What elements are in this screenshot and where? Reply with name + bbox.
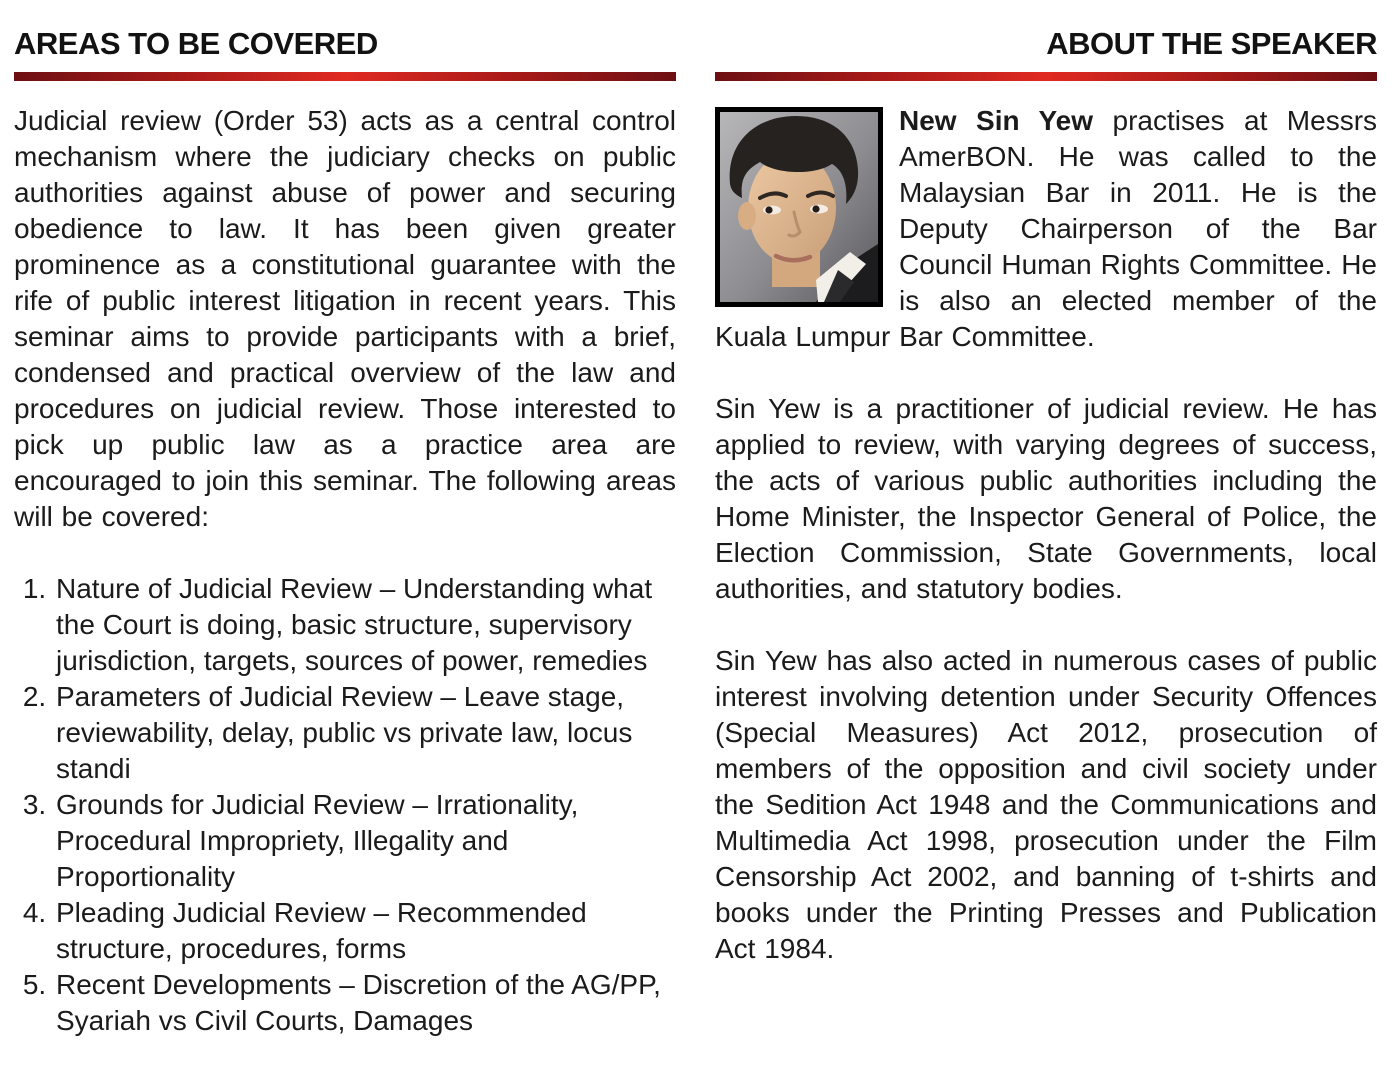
two-column-layout — [14, 26, 1376, 1039]
red-gradient-rule-left — [14, 72, 676, 81]
about-speaker-heading: ABOUT THE SPEAKER — [1046, 26, 1377, 61]
seminar-intro-paragraph: Judicial review (Order 53) acts as a central control mechanism where the judiciary checks on public authorities against abuse of power and securing obedience to law. It has been given greater prominence as a constitutional guarantee with the rife of public interest litigation in recent years. This seminar aims to provide participants with a brief, condensed and practical overview of the law and procedures on judicial review. Those interested to pick up public law as a practice area are encouraged to join this seminar. The following areas will be covered: — [14, 105, 676, 532]
list-item: 3. Grounds for Judicial Review – Irrationality, Procedural Impropriety, Illegality and Proportionality — [54, 787, 676, 895]
areas-covered-heading: AREAS TO BE COVERED — [14, 26, 378, 61]
speaker-bio-intro-text: practises at Messrs AmerBON. He was called to the Malaysian Bar in 2011. He is the Deputy Chairperson of the Bar Council Human Rights Committee. He is also an elected member of the Kuala Lumpur Bar Committee. — [715, 105, 1378, 352]
speaker-bio-paragraph-2: Sin Yew is a practitioner of judicial review. He has applied to review, with varying degrees of success, the acts of various public authorities including the Home Minister, the Inspector General of Police, the Election Commission, State Governments, local authorities, and statutory bodies. — [715, 393, 1377, 604]
speaker-bio-paragraph-3: Sin Yew has also acted in numerous cases of public interest involving detention under Security Offences (Special Measures) Act 2012, prosecution of members of the opposition and civil society under the Sedition Act 1948 and the Communications and Multimedia Act 1998, prosecution under the Film Censorship Act 2002, and banning of t-shirts and books under the Printing Presses and Publication Act 1984. — [715, 645, 1377, 964]
about-speaker-section — [715, 26, 1377, 1039]
speaker-portrait-illustration — [720, 112, 878, 302]
areas-covered-section — [14, 26, 676, 1039]
red-gradient-rule-right — [715, 72, 1377, 81]
list-item: 1. Nature of Judicial Review – Understanding what the Court is doing, basic structure, supervisory jurisdiction, targets, sources of power, remedies — [54, 571, 676, 679]
speaker-portrait-photo — [715, 107, 883, 307]
list-item: 5. Recent Developments – Discretion of the AG/PP, Syariah vs Civil Courts, Damages — [54, 967, 676, 1039]
speaker-name: New Sin Yew — [899, 105, 1094, 136]
speaker-bio-paragraph-1 — [715, 103, 1377, 355]
topics-list — [14, 571, 676, 1039]
list-item: 4. Pleading Judicial Review – Recommended structure, procedures, forms — [54, 895, 676, 967]
list-item: 2. Parameters of Judicial Review – Leave stage, reviewability, delay, public vs private law, locus standi — [54, 679, 676, 787]
